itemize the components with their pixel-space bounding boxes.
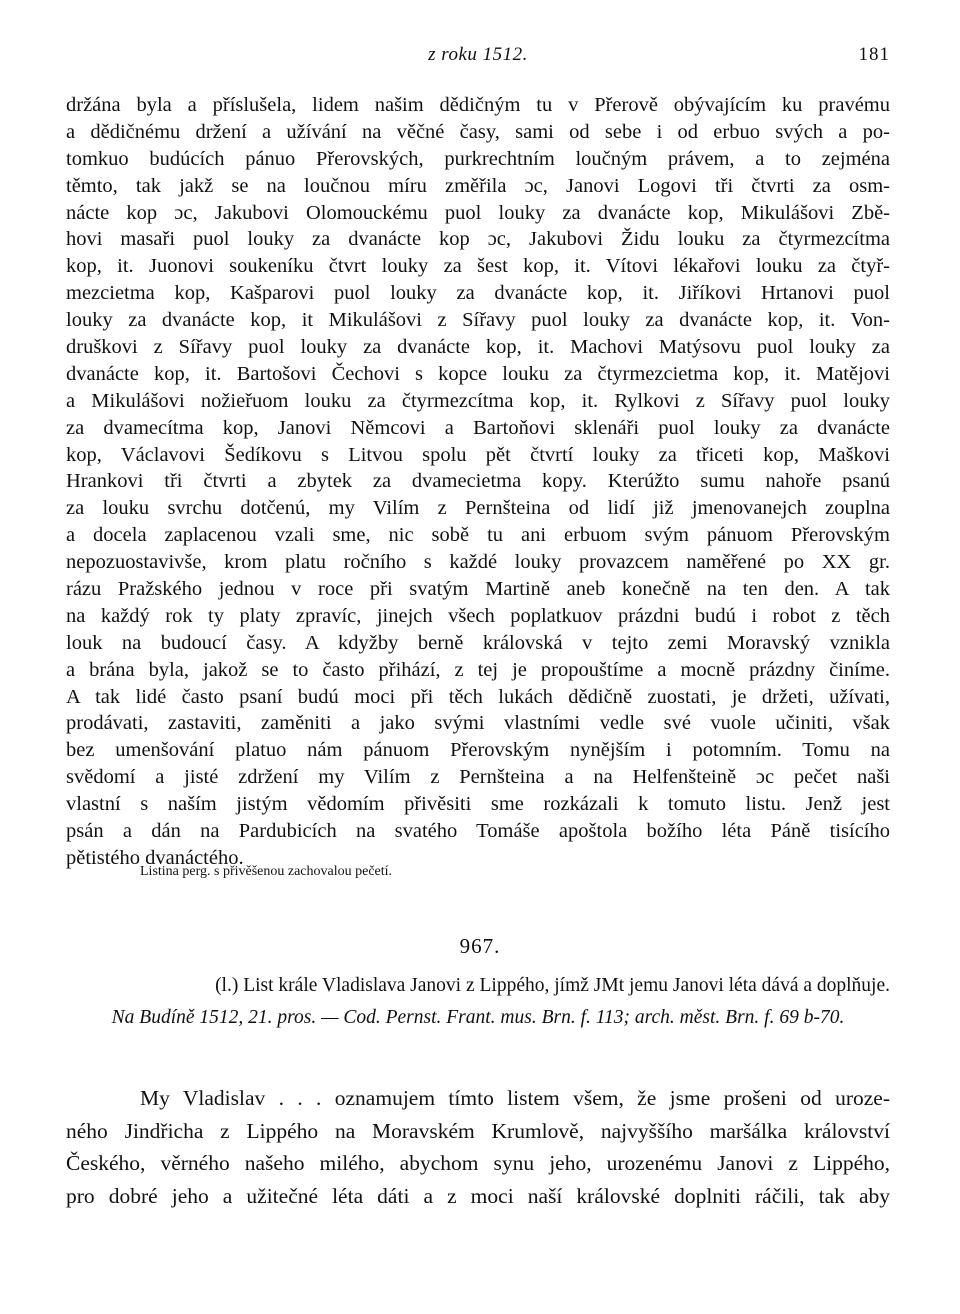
text-line: A tak lidé často psaní budú moci při těch lukách dědičně zuostati, je držeti, užívati, [66, 685, 890, 708]
text-line: za louku svrchu dotčenú, my Vilím z Pernšteina od lidí již jmenovanejch zouplna [66, 497, 890, 520]
text-line: druškovi z Sířavy puol louky za dvanácte kop, it. Machovi Matýsovu puol louky za [66, 336, 890, 359]
text-line: bez umenšování platuo nám pánuom Přerovským nynějším i potomním. Tomu na [66, 739, 890, 762]
text-line: a dědičnému držení a užívání na věčné časy, sami od sebe i od erbuo svých a po- [66, 120, 890, 143]
text-line: louk na budoucí časy. A kdyžby berně královská v tejto zemi Moravský vznikla [66, 631, 890, 654]
text-line: a docela zaplacenou vzali sme, nic sobě tu ani erbuom svým pánuom Přerovským [66, 524, 890, 547]
text-line: Českého, věrného našeho milého, abychom synu jeho, urozenému Janovi z Lippého, [66, 1151, 890, 1176]
text-line: kop, it. Juonovi soukeníku čtvrt louky za šest kop, it. Vítovi lékařovi louku za čtyř- [66, 255, 890, 278]
text-line: držána byla a příslušela, lidem našim dědičným tu v Přerově obývajícím ku pravému [66, 94, 890, 116]
text-line: na každý rok ty platy zpravíc, jinejch všech poplatkuov prázdni budú i robot z těch [66, 604, 890, 627]
text-line: vlastní s naším jistým vědomím přivěsiti sme rozkázali k tomuto listu. Jenž jest [66, 793, 890, 816]
text-line: mezcietma kop, Kašparovi puol louky za dvanácte kop, it. Jiříkovi Hrtanovi puol [66, 282, 890, 305]
continued-charter-text [66, 92, 890, 872]
text-line: pětistého dvanáctého. [66, 846, 244, 869]
text-line: rázu Pražského jednou v roce při svatým Martině aneb konečně na ten den. A tak [66, 578, 890, 601]
text-line: nácte kop ɔc, Jakubovi Olomouckému puol louky za dvanácte kop, Mikulášovi Zbě- [66, 201, 890, 224]
text-line: nepozuostavivše, krom platu ročního s každé louky provazcem naměřené po XX gr. [66, 551, 890, 574]
text-line: tomkuo budúcích pánuo Přerovských, purkrechtním loučným právem, a to zejména [66, 147, 890, 170]
text-line: kop, Václavovi Šedíkovu s Litvou spolu pět čtvrtí louky za třiceti kop, Maškovi [66, 443, 890, 466]
page-number: 181 [858, 44, 890, 65]
text-line: ného Jindřicha z Lippého na Moravském Krumlově, najvyššího maršálka království [66, 1118, 890, 1143]
document-regest: (l.) List krále Vladislava Janovi z Lippého, jímž JMt jemu Janovi léta dává a doplňuje. [215, 975, 890, 996]
source-note: Listina perg. s přivěšenou zachovalou pečetí. [140, 864, 393, 879]
text-line: louky za dvanácte kop, it Mikulášovi z Sířavy puol louky za dvanácte kop, it. Von- [66, 309, 890, 332]
running-head: z roku 1512. [428, 44, 528, 65]
text-line: a brána byla, jakož se to často přihází, z tej je propouštíme a mocně prázdny činíme. [66, 658, 890, 681]
text-line: Hrankovi tři čtvrti a zbytek za dvamecietma kopy. Kterúžto sumu nahoře psanú [66, 470, 890, 493]
text-line: prodávati, zastaviti, zaměniti a jako svými vlastními vedle své vuole učiniti, však [66, 712, 890, 735]
text-line: za dvamecítma kop, Janovi Němcovi a Bartoňovi sklenáři puol louky za dvanácte [66, 416, 890, 439]
text-line: a Mikulášovi nožieřuom louku za čtyrmezcítma kop, it. Rylkovi z Sířavy puol louky [66, 389, 890, 412]
text-line: dvanácte kop, it. Bartošovi Čechovi s kopce louku za čtyrmezcietma kop, it. Matějovi [66, 362, 890, 385]
text-line: psán a dán na Pardubicích na svatého Tomáše apoštola božího léta Páně tisícího [66, 820, 890, 843]
text-line: svědomí a jisté zdržení my Vilím z Pernšteina a na Helfenšteině ɔc pečet naši [66, 766, 890, 789]
document-number: 967. [459, 934, 501, 958]
text-line: hovi masaři puol louky za dvanácte kop ɔc, Jakubovi Židu louku za čtyrmezcítma [66, 228, 890, 251]
page-header [66, 38, 890, 72]
text-line: My Vladislav . . . oznamujem tímto listem všem, že jsme prošeni od uroze- [140, 1086, 890, 1110]
charter-text [66, 1082, 890, 1212]
document-provenance: Na Budíně 1512, 21. pros. — Cod. Pernst. Frant. mus. Brn. f. 113; arch. měst. Brn. f. 69 b-70. [111, 1007, 845, 1028]
text-line: těmto, tak jakž se na loučnou míru změřila ɔc, Janovi Logovi tři čtvrti za osm- [66, 174, 890, 197]
text-line: pro dobré jeho a užitečné léta dáti a z moci naší královské doplniti ráčili, tak aby [66, 1183, 890, 1208]
